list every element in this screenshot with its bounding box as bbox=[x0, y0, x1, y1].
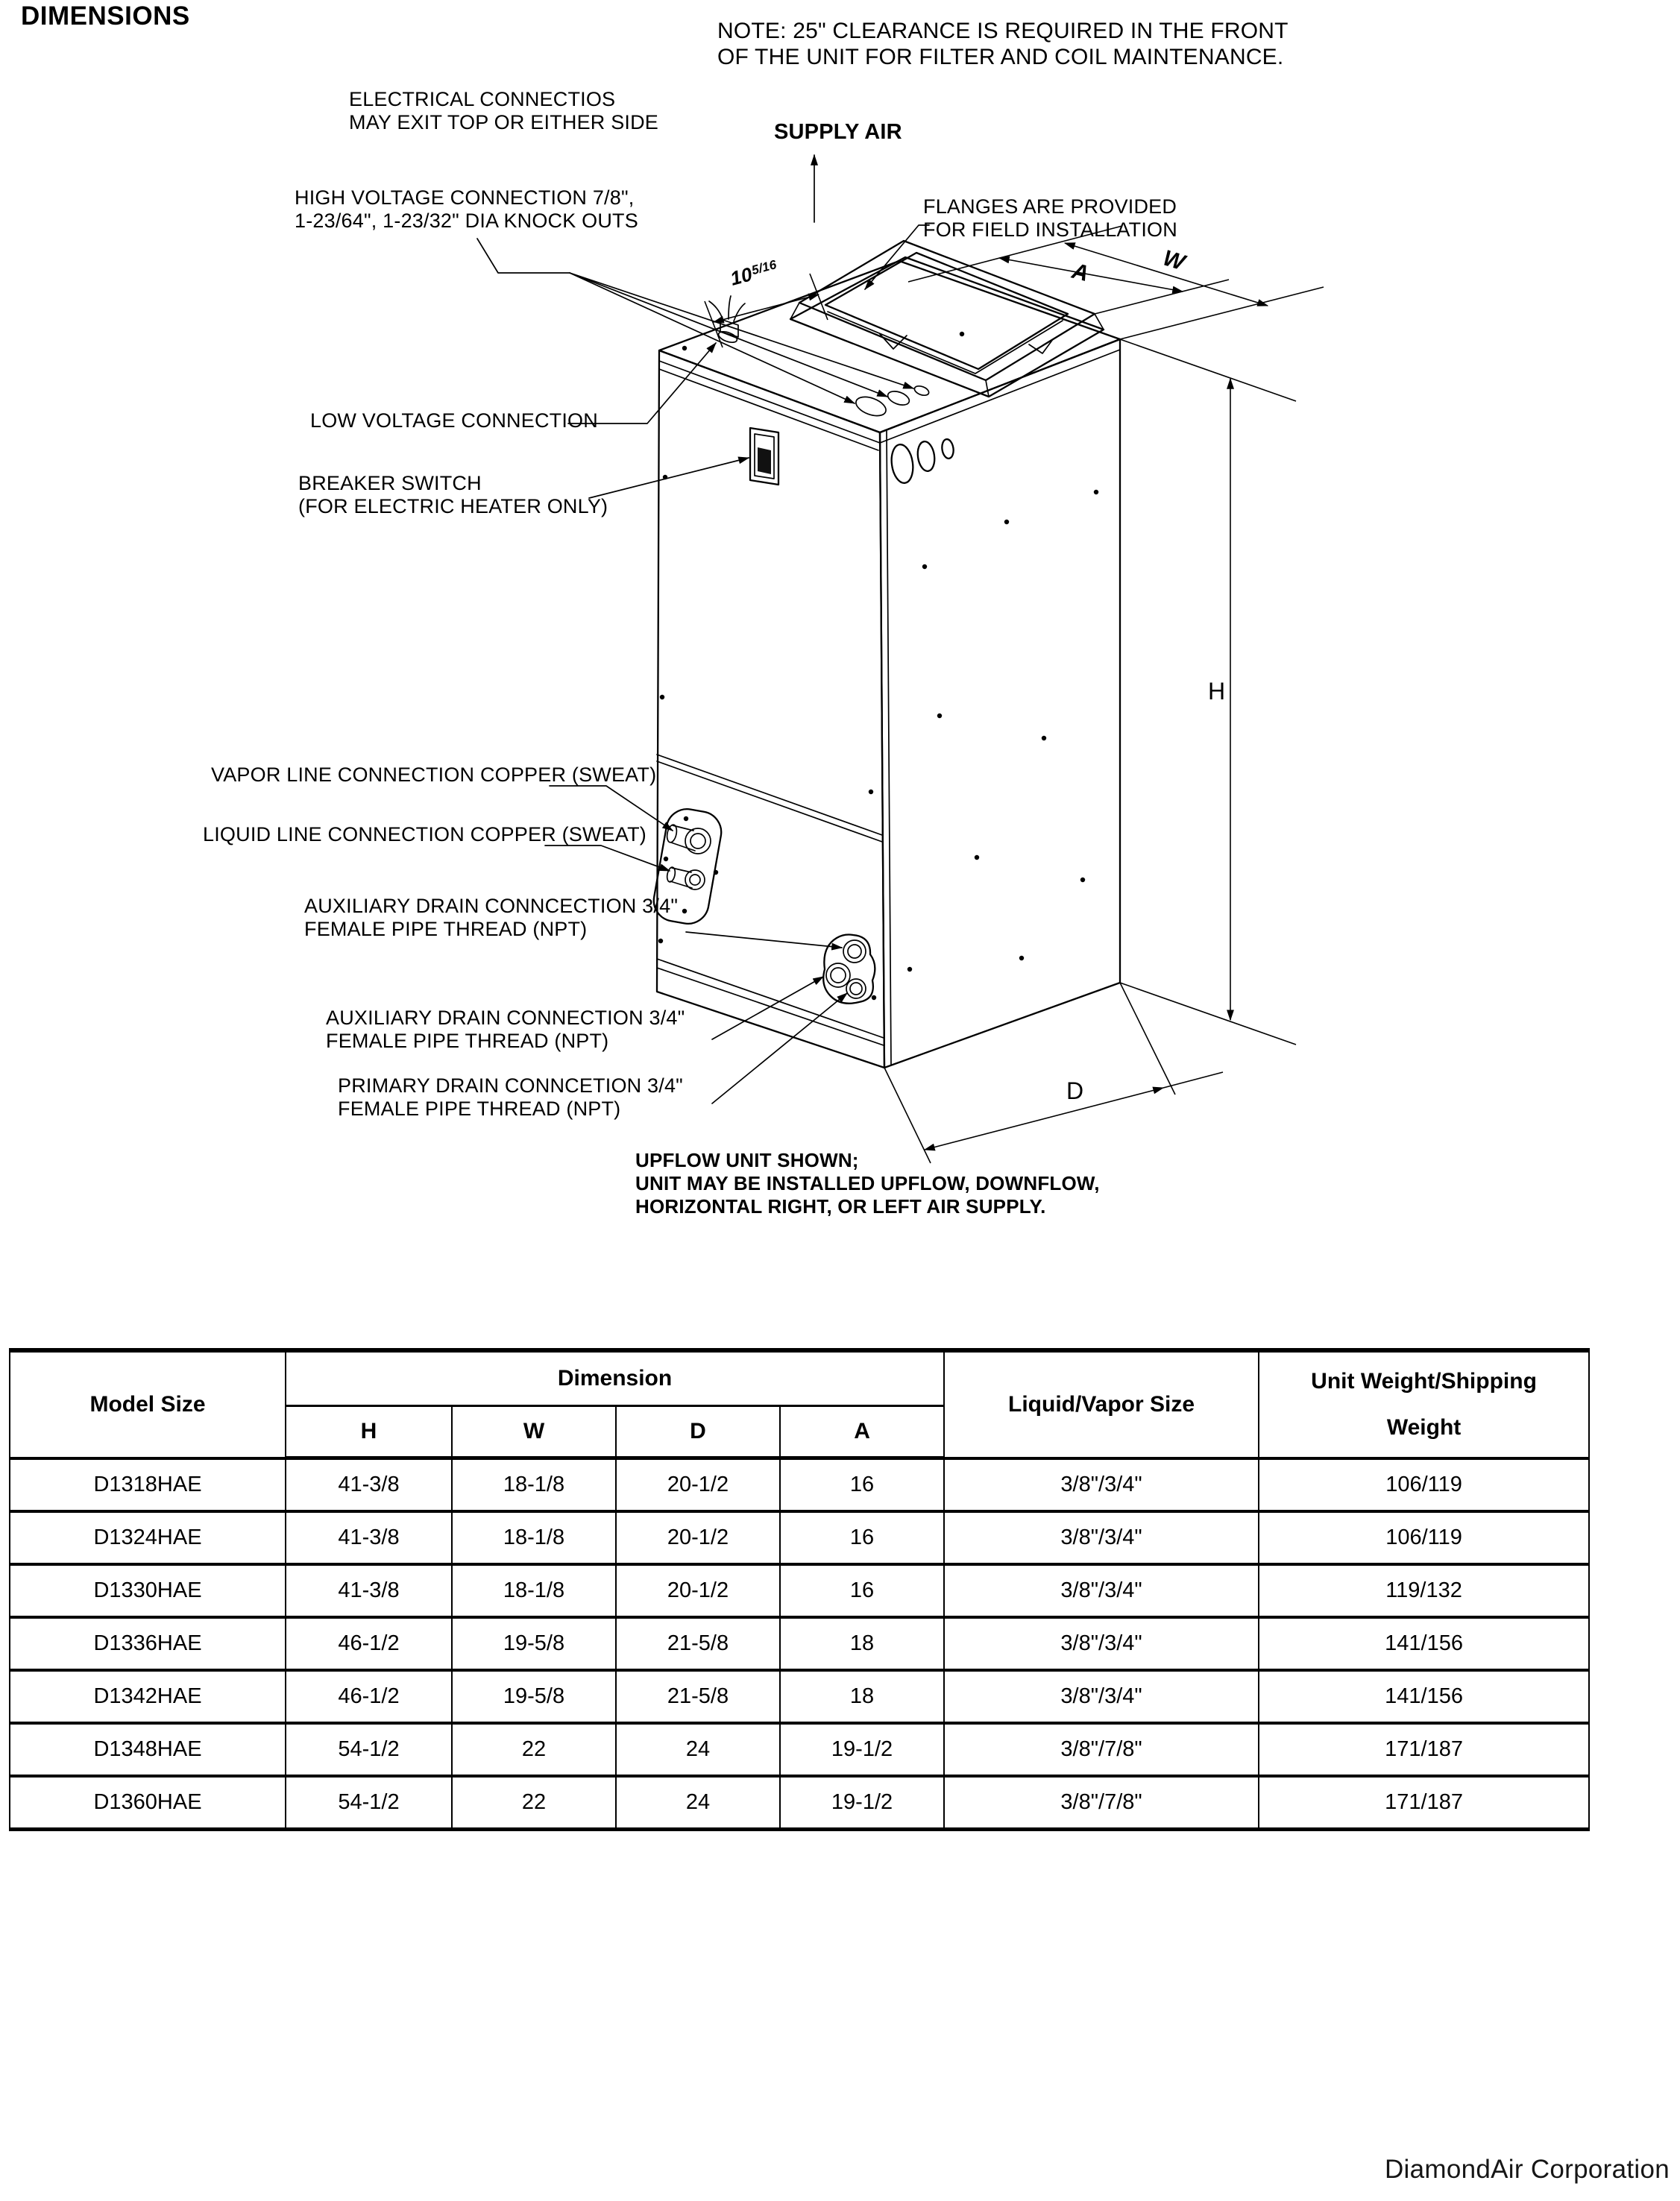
dimensions-table bbox=[9, 1348, 1590, 1831]
cell-model: D1342HAE bbox=[10, 1670, 286, 1723]
header-w: W bbox=[452, 1406, 616, 1458]
callout-primary-drain-line2: FEMALE PIPE THREAD (NPT) bbox=[338, 1098, 621, 1120]
cell-d: 20-1/2 bbox=[616, 1458, 780, 1512]
cell-liquid-vapor: 3/8"/3/4" bbox=[944, 1511, 1259, 1564]
cell-h: 41-3/8 bbox=[286, 1511, 452, 1564]
table-row bbox=[10, 1564, 1589, 1617]
header-a: A bbox=[780, 1406, 944, 1458]
callout-aux-drain-top bbox=[304, 895, 678, 941]
cell-weight: 141/156 bbox=[1259, 1617, 1589, 1670]
header-unit-weight-line1: Unit Weight/Shipping bbox=[1311, 1368, 1537, 1394]
table-row bbox=[10, 1776, 1589, 1830]
cell-model: D1330HAE bbox=[10, 1564, 286, 1617]
cell-liquid-vapor: 3/8"/7/8" bbox=[944, 1723, 1259, 1776]
clearance-note-line1: NOTE: 25" CLEARANCE IS REQUIRED IN THE FRONT bbox=[717, 19, 1289, 43]
upflow-note-line3: HORIZONTAL RIGHT, OR LEFT AIR SUPPLY. bbox=[635, 1195, 1046, 1218]
cell-liquid-vapor: 3/8"/3/4" bbox=[944, 1617, 1259, 1670]
callout-aux-drain-top-line2: FEMALE PIPE THREAD (NPT) bbox=[304, 918, 588, 940]
cell-liquid-vapor: 3/8"/3/4" bbox=[944, 1458, 1259, 1512]
clearance-note bbox=[717, 18, 1289, 70]
callout-low-voltage: LOW VOLTAGE CONNECTION bbox=[310, 409, 598, 432]
cell-w: 18-1/8 bbox=[452, 1564, 616, 1617]
upflow-note bbox=[635, 1149, 1100, 1218]
cell-d: 20-1/2 bbox=[616, 1564, 780, 1617]
high-voltage-knockouts bbox=[854, 384, 931, 419]
cell-d: 24 bbox=[616, 1723, 780, 1776]
header-liquid-vapor: Liquid/Vapor Size bbox=[944, 1350, 1259, 1458]
dim-label-h: H bbox=[1208, 678, 1226, 705]
callout-flanges-line1: FLANGES ARE PROVIDED bbox=[923, 195, 1177, 218]
page-title: DIMENSIONS bbox=[21, 1, 190, 31]
table-row bbox=[10, 1458, 1589, 1512]
cabinet-body bbox=[657, 258, 1120, 1068]
cell-h: 46-1/2 bbox=[286, 1617, 452, 1670]
callout-breaker bbox=[298, 472, 608, 518]
dim-label-10-fraction: 5/16 bbox=[749, 257, 778, 278]
cell-a: 18 bbox=[780, 1670, 944, 1723]
upflow-note-line2: UNIT MAY BE INSTALLED UPFLOW, DOWNFLOW, bbox=[635, 1172, 1100, 1194]
callout-aux-drain-top-line1: AUXILIARY DRAIN CONNCECTION 3/4" bbox=[304, 895, 679, 917]
cell-weight: 171/187 bbox=[1259, 1776, 1589, 1830]
header-d: D bbox=[616, 1406, 780, 1458]
cell-weight: 141/156 bbox=[1259, 1670, 1589, 1723]
cell-d: 21-5/8 bbox=[616, 1617, 780, 1670]
supply-duct-collar bbox=[790, 241, 1104, 397]
callout-electrical-line1: ELECTRICAL CONNECTIOS bbox=[349, 88, 616, 110]
cell-w: 22 bbox=[452, 1776, 616, 1830]
callout-liquid-line: LIQUID LINE CONNECTION COPPER (SWEAT) bbox=[203, 823, 646, 846]
cell-w: 18-1/8 bbox=[452, 1458, 616, 1512]
drain-connection-plate bbox=[823, 935, 875, 1004]
cell-a: 19-1/2 bbox=[780, 1723, 944, 1776]
cell-weight: 106/119 bbox=[1259, 1458, 1589, 1512]
callout-primary-drain-line1: PRIMARY DRAIN CONNCETION 3/4" bbox=[338, 1074, 683, 1097]
dim-label-w: W bbox=[1160, 245, 1188, 276]
cell-model: D1318HAE bbox=[10, 1458, 286, 1512]
callout-high-voltage-line1: HIGH VOLTAGE CONNECTION 7/8", bbox=[295, 186, 635, 209]
callout-flanges-line2: FOR FIELD INSTALLATION bbox=[923, 218, 1177, 241]
cell-model: D1360HAE bbox=[10, 1776, 286, 1830]
callout-breaker-line1: BREAKER SWITCH bbox=[298, 472, 482, 494]
footer-brand: DiamondAir Corporation bbox=[1384, 2155, 1670, 2184]
callout-aux-drain-bottom bbox=[326, 1007, 685, 1053]
header-h: H bbox=[286, 1406, 452, 1458]
callout-electrical bbox=[349, 88, 658, 134]
header-model-size: Model Size bbox=[10, 1350, 286, 1458]
cell-model: D1348HAE bbox=[10, 1723, 286, 1776]
cell-w: 19-5/8 bbox=[452, 1670, 616, 1723]
callout-high-voltage bbox=[295, 186, 638, 233]
upflow-note-line1: UPFLOW UNIT SHOWN; bbox=[635, 1149, 859, 1171]
callout-supply-air: SUPPLY AIR bbox=[774, 120, 902, 144]
callout-high-voltage-line2: 1-23/64", 1-23/32" DIA KNOCK OUTS bbox=[295, 210, 638, 232]
clearance-note-line2: OF THE UNIT FOR FILTER AND COIL MAINTENANCE. bbox=[717, 45, 1284, 69]
callout-vapor-line: VAPOR LINE CONNECTION COPPER (SWEAT) bbox=[211, 763, 657, 786]
cell-weight: 119/132 bbox=[1259, 1564, 1589, 1617]
callout-aux-drain-bottom-line2: FEMALE PIPE THREAD (NPT) bbox=[326, 1030, 609, 1052]
cell-h: 54-1/2 bbox=[286, 1776, 452, 1830]
cell-liquid-vapor: 3/8"/3/4" bbox=[944, 1670, 1259, 1723]
cell-a: 18 bbox=[780, 1617, 944, 1670]
leader-lines bbox=[477, 155, 929, 1103]
callout-primary-drain bbox=[338, 1074, 683, 1121]
table-row bbox=[10, 1723, 1589, 1776]
header-unit-weight bbox=[1259, 1350, 1589, 1458]
cell-a: 16 bbox=[780, 1511, 944, 1564]
callout-breaker-line2: (FOR ELECTRIC HEATER ONLY) bbox=[298, 495, 608, 517]
header-unit-weight-line2: Weight bbox=[1386, 1414, 1462, 1440]
cell-d: 21-5/8 bbox=[616, 1670, 780, 1723]
cell-weight: 106/119 bbox=[1259, 1511, 1589, 1564]
table-row bbox=[10, 1617, 1589, 1670]
dim-label-a: A bbox=[1069, 258, 1092, 287]
cell-a: 16 bbox=[780, 1458, 944, 1512]
breaker-switch bbox=[750, 428, 778, 485]
cell-model: D1324HAE bbox=[10, 1511, 286, 1564]
cell-d: 24 bbox=[616, 1776, 780, 1830]
cell-liquid-vapor: 3/8"/3/4" bbox=[944, 1564, 1259, 1617]
cell-h: 41-3/8 bbox=[286, 1564, 452, 1617]
cell-d: 20-1/2 bbox=[616, 1511, 780, 1564]
cell-h: 41-3/8 bbox=[286, 1458, 452, 1512]
cell-a: 16 bbox=[780, 1564, 944, 1617]
callout-flanges bbox=[923, 195, 1177, 242]
table-header-row-1 bbox=[10, 1350, 1589, 1406]
cell-model: D1336HAE bbox=[10, 1617, 286, 1670]
dimension-lines bbox=[705, 226, 1324, 1163]
header-dimension: Dimension bbox=[286, 1350, 944, 1406]
table-row bbox=[10, 1670, 1589, 1723]
dim-label-d: D bbox=[1066, 1077, 1084, 1104]
cell-w: 18-1/8 bbox=[452, 1511, 616, 1564]
side-knockouts bbox=[890, 438, 955, 485]
cell-weight: 171/187 bbox=[1259, 1723, 1589, 1776]
cell-h: 46-1/2 bbox=[286, 1670, 452, 1723]
table-row bbox=[10, 1511, 1589, 1564]
callout-aux-drain-bottom-line1: AUXILIARY DRAIN CONNECTION 3/4" bbox=[326, 1007, 685, 1029]
cell-liquid-vapor: 3/8"/7/8" bbox=[944, 1776, 1259, 1830]
cell-h: 54-1/2 bbox=[286, 1723, 452, 1776]
callout-electrical-line2: MAY EXIT TOP OR EITHER SIDE bbox=[349, 111, 659, 133]
dim-label-10-whole: 10 bbox=[728, 262, 755, 290]
cell-w: 22 bbox=[452, 1723, 616, 1776]
cell-a: 19-1/2 bbox=[780, 1776, 944, 1830]
cell-w: 19-5/8 bbox=[452, 1617, 616, 1670]
